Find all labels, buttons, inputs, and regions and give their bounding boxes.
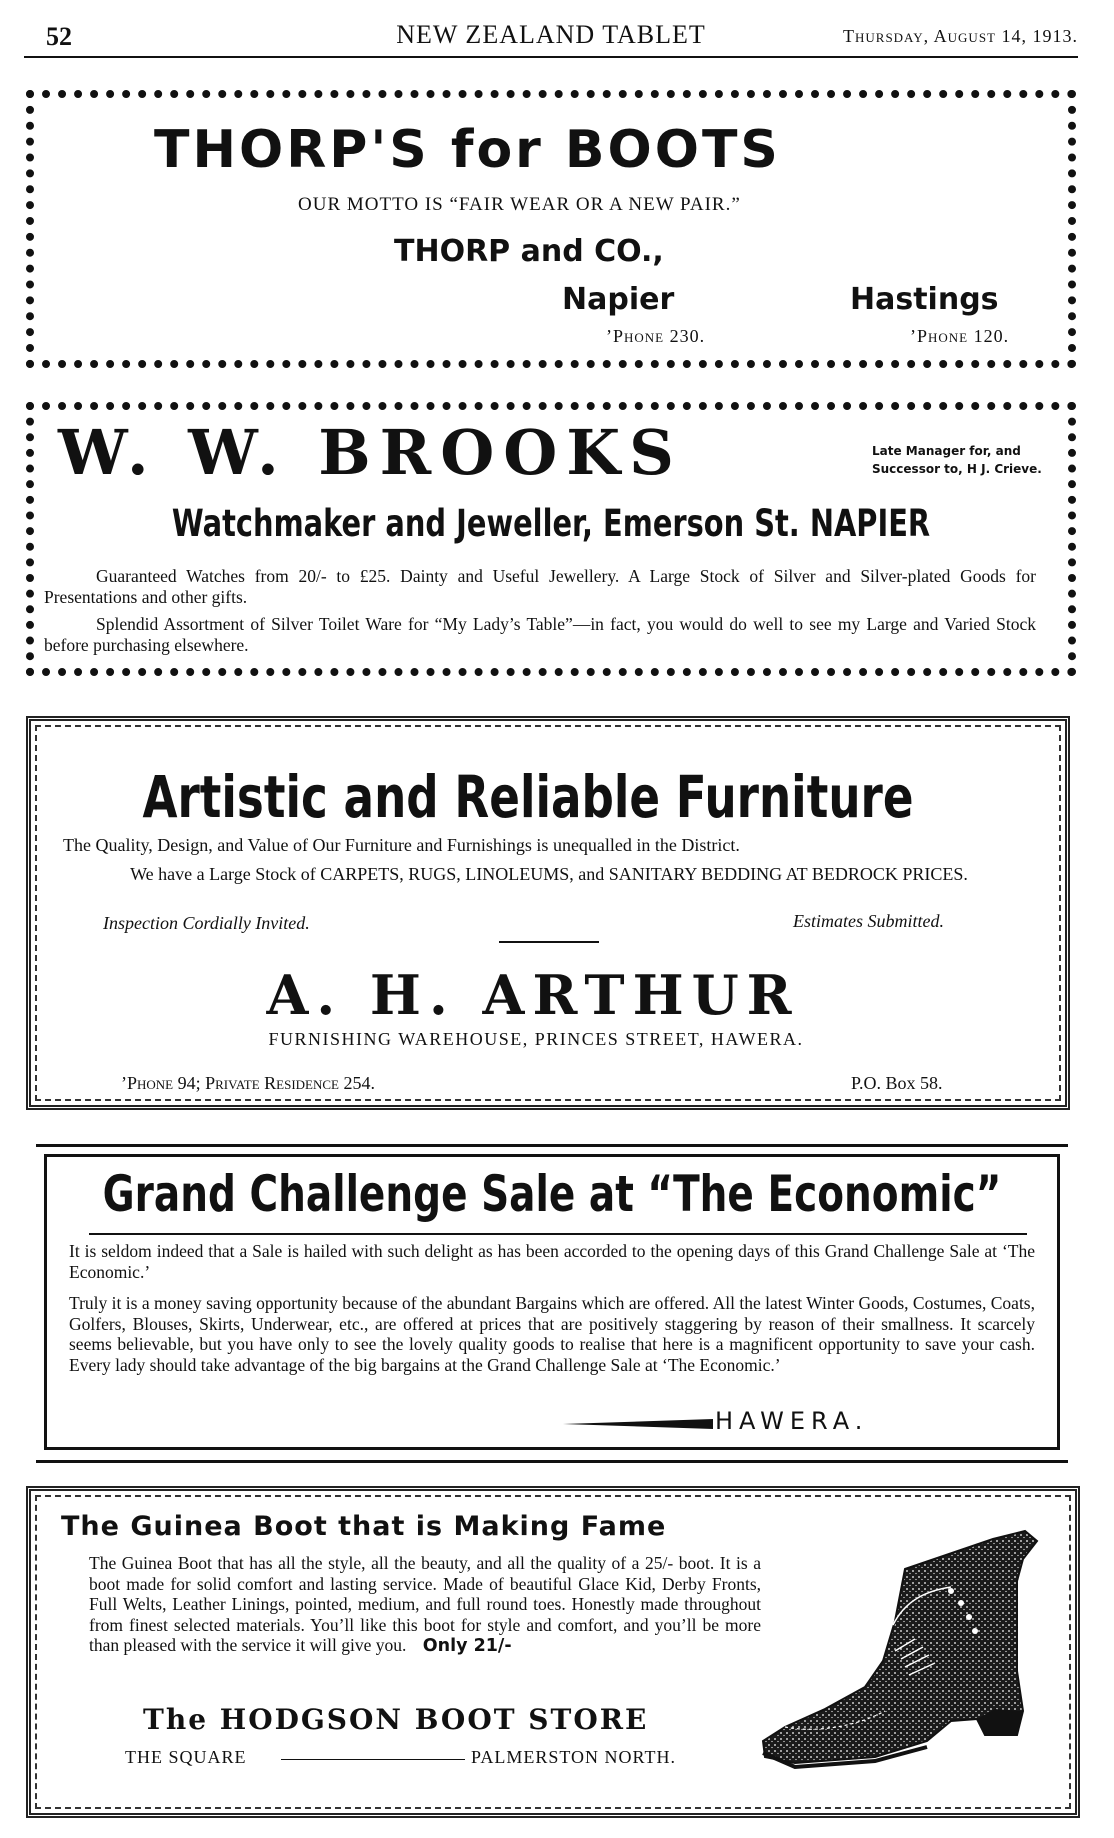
hodgson-address-right: PALMERSTON NORTH. [471, 1747, 676, 1767]
arthur-advertisement [26, 716, 1070, 1110]
brooks-paragraph-2: Splendid Assortment of Silver Toilet Ware for “My Lady’s Table”—in fact, you would do well to see my Large and Varied Stock before purchasing elsewhere. [44, 614, 1036, 655]
hodgson-store: The HODGSON BOOT STORE [143, 1703, 649, 1736]
arthur-estimates: Estimates Submitted. [793, 911, 944, 931]
economic-pointing-mark [563, 1419, 713, 1429]
thorp-headline: THORP'S for BOOTS [154, 120, 781, 180]
arthur-name: A. H. ARTHUR [266, 963, 800, 1027]
brooks-side-note-2: Successor to, H J. Crieve. [872, 462, 1042, 476]
economic-town: HAWERA. [715, 1407, 869, 1435]
arthur-line-2: We have a Large Stock of CARPETS, RUGS, LINOLEUMS, and SANITARY BEDDING AT BEDROCK PRICES. [130, 864, 968, 884]
arthur-inspection: Inspection Cordially Invited. [103, 913, 310, 933]
economic-headline: Grand Challenge Sale at “The Economic” [102, 1165, 1002, 1223]
brooks-advertisement [26, 402, 1076, 676]
hodgson-body [89, 1553, 761, 1657]
thorp-phone-napier: ’Phone 230. [606, 326, 706, 346]
brooks-paragraph-1: Guaranteed Watches from 20/- to £25. Dainty and Useful Jewellery. A Large Stock of Silver and Silver-plated Goods for Presentations and other gifts. [44, 566, 1036, 607]
brooks-subtitle: Watchmaker and Jeweller, Emerson St. NAPIER [171, 502, 931, 545]
issue-date: Thursday, August 14, 1913. [843, 26, 1078, 46]
thorp-advertisement [26, 90, 1076, 368]
thorp-phone-hastings: ’Phone 120. [910, 326, 1010, 346]
brooks-name: W. W. BROOKS [58, 416, 683, 489]
hodgson-advertisement [26, 1486, 1080, 1818]
economic-top-rule [36, 1144, 1068, 1147]
economic-bottom-rule [36, 1460, 1068, 1463]
economic-paragraph-2: Truly it is a money saving opportunity because of the abundant Bargains which are offered. All the latest Winter Goods, Costumes, Coats, Golfers, Blouses, Skirts, Underwear, etc., are offered at prices that are positively staggering by reason of their smallness. It scarcely seems believable, but you have only to see the lovely quality goods to realise that here is a magnificent opportunity to save your cash. Every lady should take advantage of the big bargains at the Grand Challenge Sale at ‘The Economic.’ [69, 1293, 1035, 1375]
arthur-line-1: The Quality, Design, and Value of Our Furniture and Furnishings is unequalled in the District. [63, 835, 740, 855]
boot-illustration [755, 1521, 1071, 1775]
thorp-company: THORP and CO., [394, 234, 664, 269]
thorp-location-napier: Napier [562, 282, 675, 317]
hodgson-price: Only 21/- [422, 1636, 512, 1656]
economic-paragraph-1: It is seldom indeed that a Sale is hailed with such delight as has been accorded to the opening days of this Grand Challenge Sale at ‘The Economic.’ [69, 1241, 1035, 1282]
page-number: 52 [46, 22, 72, 51]
arthur-address: FURNISHING WAREHOUSE, PRINCES STREET, HAWERA. [268, 1029, 804, 1049]
hodgson-body-text: The Guinea Boot that has all the style, all the beauty, and all the quality of a 25/- boot. It is a boot made for solid comfort and lasting service. Made of beautiful Glace Kid, Derby Fronts, Full Welts, Leather Linings, pointed, medium, and full round toes. Honestly made throughout from finest selected materials. You’ll like this boot for style and comfort, and you’ll be more than pleased with the service it will give you. [89, 1553, 761, 1655]
page-header [24, 16, 1078, 58]
arthur-pobox: P.O. Box 58. [851, 1073, 943, 1093]
arthur-divider [499, 941, 599, 943]
hodgson-headline: The Guinea Boot that is Making Fame [61, 1511, 667, 1542]
economic-advertisement [44, 1154, 1060, 1450]
arthur-phone: ’Phone 94; Private Residence 254. [121, 1073, 375, 1093]
hodgson-address-line [281, 1759, 465, 1760]
economic-headline-rule [89, 1233, 1027, 1235]
thorp-location-hastings: Hastings [850, 282, 999, 317]
arthur-headline: Artistic and Reliable Furniture [142, 763, 914, 831]
hodgson-address-left: THE SQUARE [125, 1747, 247, 1767]
brooks-side-note-1: Late Manager for, and [872, 444, 1021, 458]
thorp-motto: OUR MOTTO IS “FAIR WEAR OR A NEW PAIR.” [298, 194, 741, 215]
newspaper-title: NEW ZEALAND TABLET [396, 20, 706, 49]
